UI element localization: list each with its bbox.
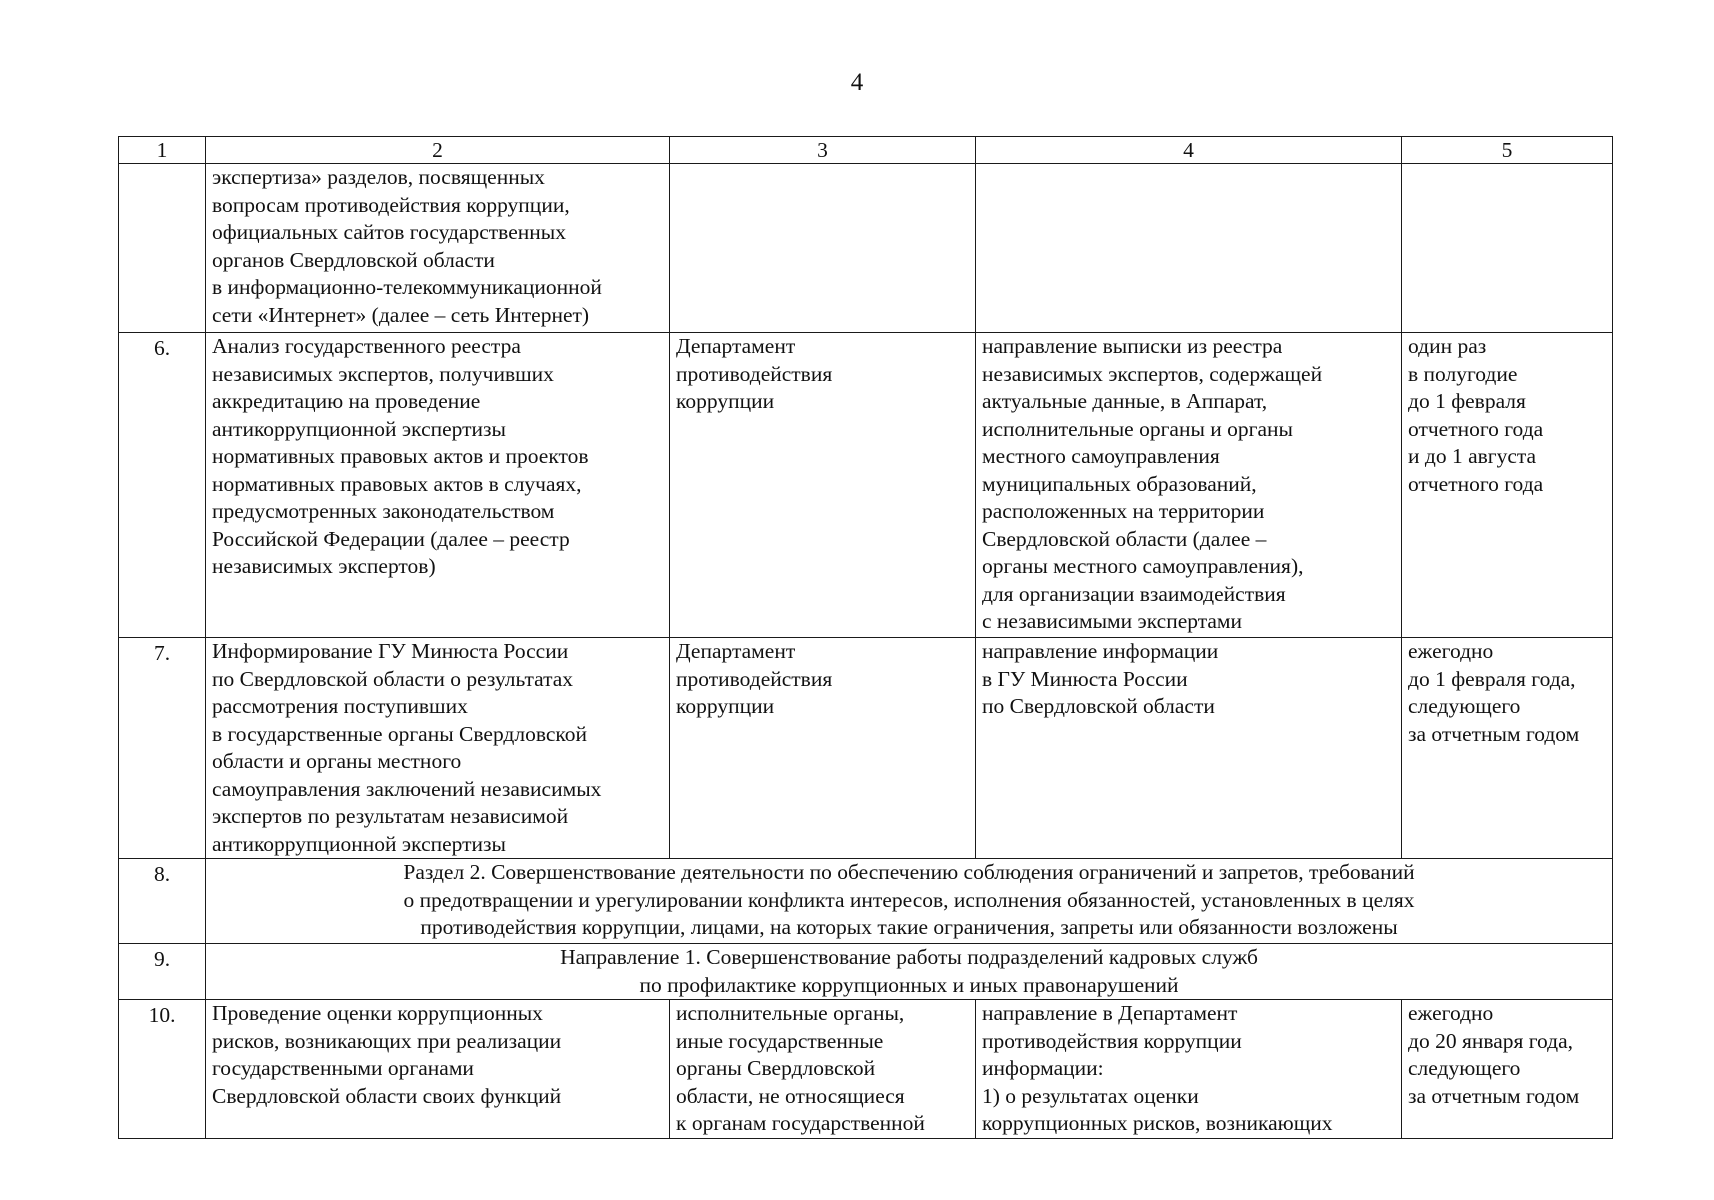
row-number: 7. xyxy=(119,638,206,859)
section-heading: Раздел 2. Совершенствование деятельности по обеспечению соблюдения ограничений и запретов, требований о предотвращении и урегулировании конфликта интересов, исполнения обязанностей, установленных в целях противодействия коррупции, лицами, на которых такие ограничения, запреты или обязанности возложены xyxy=(206,859,1613,944)
result-cell xyxy=(976,164,1402,333)
row-number: 6. xyxy=(119,333,206,638)
column-header-5: 5 xyxy=(1402,137,1613,164)
table-row-8-section xyxy=(119,859,1613,944)
table-row-10 xyxy=(119,1000,1613,1139)
responsible-cell: исполнительные органы, иные государственные органы Свердловской области, не относящиеся к органам государственной xyxy=(670,1000,976,1139)
result-cell: направление выписки из реестра независимых экспертов, содержащей актуальные данные, в Аппарат, исполнительные органы и органы местного самоуправления муниципальных образований, расположенных на территории Свердловской области (далее – органы местного самоуправления), для организации взаимодействия с независимыми экспертами xyxy=(976,333,1402,638)
row-number: 10. xyxy=(119,1000,206,1139)
measure-name-cell: Анализ государственного реестра независимых экспертов, получивших аккредитацию на проведение антикоррупционной экспертизы нормативных правовых актов и проектов нормативных правовых актов в случаях, предусмотренных законодательством Российской Федерации (далее – реестр независимых экспертов) xyxy=(206,333,670,638)
direction-heading: Направление 1. Совершенствование работы подразделений кадровых служб по профилактике коррупционных и иных правонарушений xyxy=(206,944,1613,1000)
row-number: 8. xyxy=(119,859,206,944)
deadline-cell: один раз в полугодие до 1 февраля отчетного года и до 1 августа отчетного года xyxy=(1402,333,1613,638)
measure-name-cell: Информирование ГУ Минюста России по Свердловской области о результатах рассмотрения поступивших в государственные органы Свердловской области и органы местного самоуправления заключений независимых экспертов по результатам независимой антикоррупционной экспертизы xyxy=(206,638,670,859)
responsible-cell xyxy=(670,164,976,333)
responsible-cell: Департамент противодействия коррупции xyxy=(670,638,976,859)
measure-name-cell: Проведение оценки коррупционных рисков, возникающих при реализации государственными органами Свердловской области своих функций xyxy=(206,1000,670,1139)
responsible-cell: Департамент противодействия коррупции xyxy=(670,333,976,638)
table-row-continuation xyxy=(119,164,1613,333)
measure-name-cell: экспертиза» разделов, посвященных вопросам противодействия коррупции, официальных сайтов государственных органов Свердловской области в информационно-телекоммуникационной сети «Интернет» (далее – сеть Интернет) xyxy=(206,164,670,333)
deadline-cell: ежегодно до 1 февраля года, следующего за отчетным годом xyxy=(1402,638,1613,859)
column-header-4: 4 xyxy=(976,137,1402,164)
column-header-3: 3 xyxy=(670,137,976,164)
deadline-cell xyxy=(1402,164,1613,333)
deadline-cell: ежегодно до 20 января года, следующего за отчетным годом xyxy=(1402,1000,1613,1139)
column-header-1: 1 xyxy=(119,137,206,164)
result-cell: направление информации в ГУ Минюста России по Свердловской области xyxy=(976,638,1402,859)
result-cell: направление в Департамент противодействия коррупции информации: 1) о результатах оценки коррупционных рисков, возникающих xyxy=(976,1000,1402,1139)
column-number-header-row xyxy=(119,137,1613,164)
row-number: 9. xyxy=(119,944,206,1000)
measures-table xyxy=(118,136,1613,1139)
table-row-6 xyxy=(119,333,1613,638)
page-number: 4 xyxy=(850,69,864,96)
row-number xyxy=(119,164,206,333)
column-header-2: 2 xyxy=(206,137,670,164)
table-row-7 xyxy=(119,638,1613,859)
table-row-9-direction xyxy=(119,944,1613,1000)
